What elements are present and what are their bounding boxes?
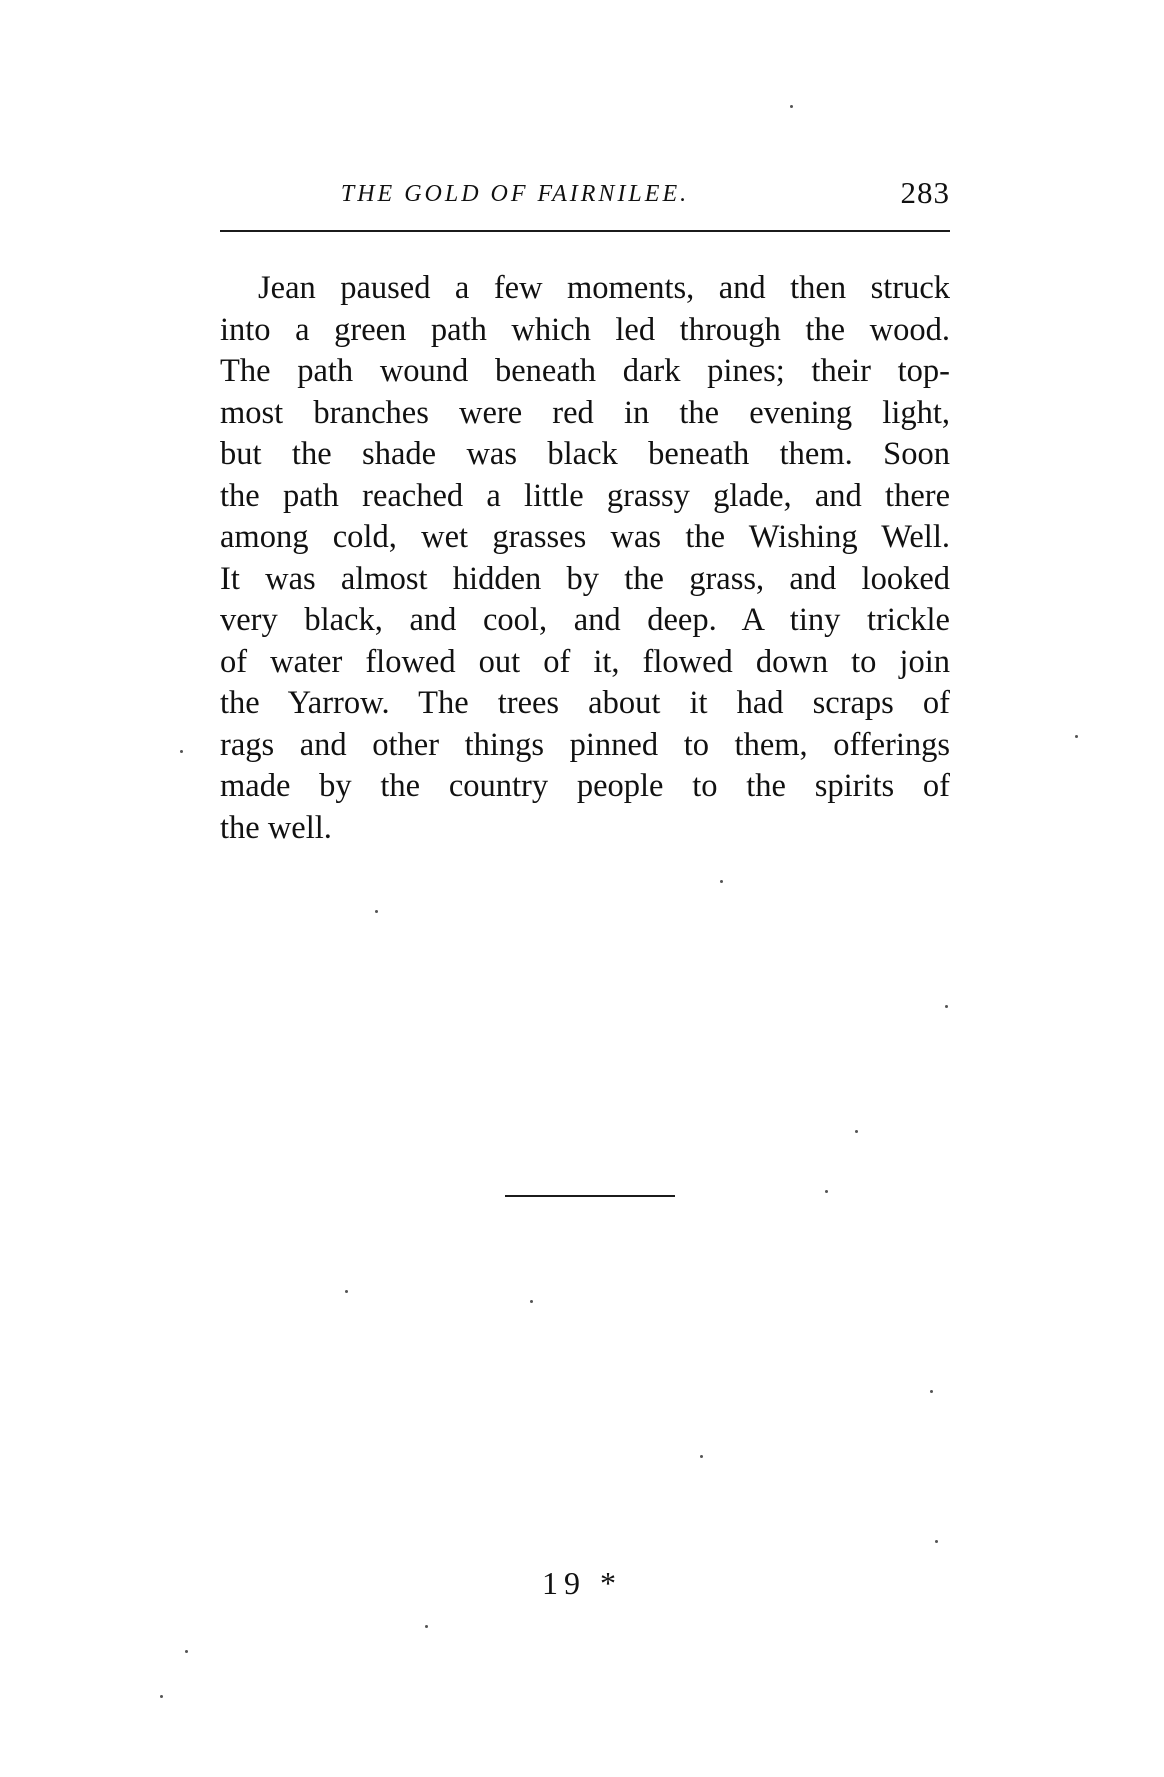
running-head (220, 175, 950, 217)
scan-speck (855, 1130, 858, 1133)
section-end-rule (505, 1195, 675, 1197)
scan-speck (180, 750, 183, 753)
scan-speck (700, 1455, 703, 1458)
scan-speck (345, 1290, 348, 1293)
scan-speck (945, 1005, 948, 1008)
text-line: but the shade was black beneath them. Soon (220, 436, 950, 472)
text-line: into a green path which led through the wood. (220, 311, 950, 348)
scan-speck (160, 1695, 163, 1698)
text-line: the Yarrow. The trees about it had scraps of (220, 685, 950, 721)
text-line: It was almost hidden by the grass, and looked (220, 560, 950, 597)
text-line: most branches were red in the evening light, (220, 394, 950, 431)
text-line: the well. (220, 809, 332, 846)
scan-speck (185, 1650, 188, 1653)
scan-speck (1075, 735, 1078, 738)
text-line: Jean paused a few moments, and then struck (258, 270, 950, 306)
signature-mark: 19 * (542, 1565, 622, 1601)
scan-speck (790, 105, 793, 108)
scan-speck (935, 1540, 938, 1543)
page-number: 283 (900, 175, 950, 210)
scan-speck (930, 1390, 933, 1393)
text-line: among cold, wet grasses was the Wishing Well. (220, 519, 950, 555)
text-line: the path reached a little grassy glade, and there (220, 477, 950, 514)
text-line: rags and other things pinned to them, offerings (220, 726, 950, 763)
header-rule (220, 230, 950, 232)
text-line: of water flowed out of it, flowed down to join (220, 643, 950, 680)
scan-speck (375, 910, 378, 913)
text-line: made by the country people to the spirits of (220, 768, 950, 804)
scan-speck (825, 1190, 828, 1193)
scan-speck (425, 1625, 428, 1628)
running-title: THE GOLD OF FAIRNILEE. (340, 181, 690, 207)
scan-speck (720, 880, 723, 883)
text-line: very black, and cool, and deep. A tiny trickle (220, 602, 950, 638)
paragraph (220, 268, 950, 849)
text-line: The path wound beneath dark pines; their top- (220, 353, 950, 389)
scan-speck (530, 1300, 533, 1303)
